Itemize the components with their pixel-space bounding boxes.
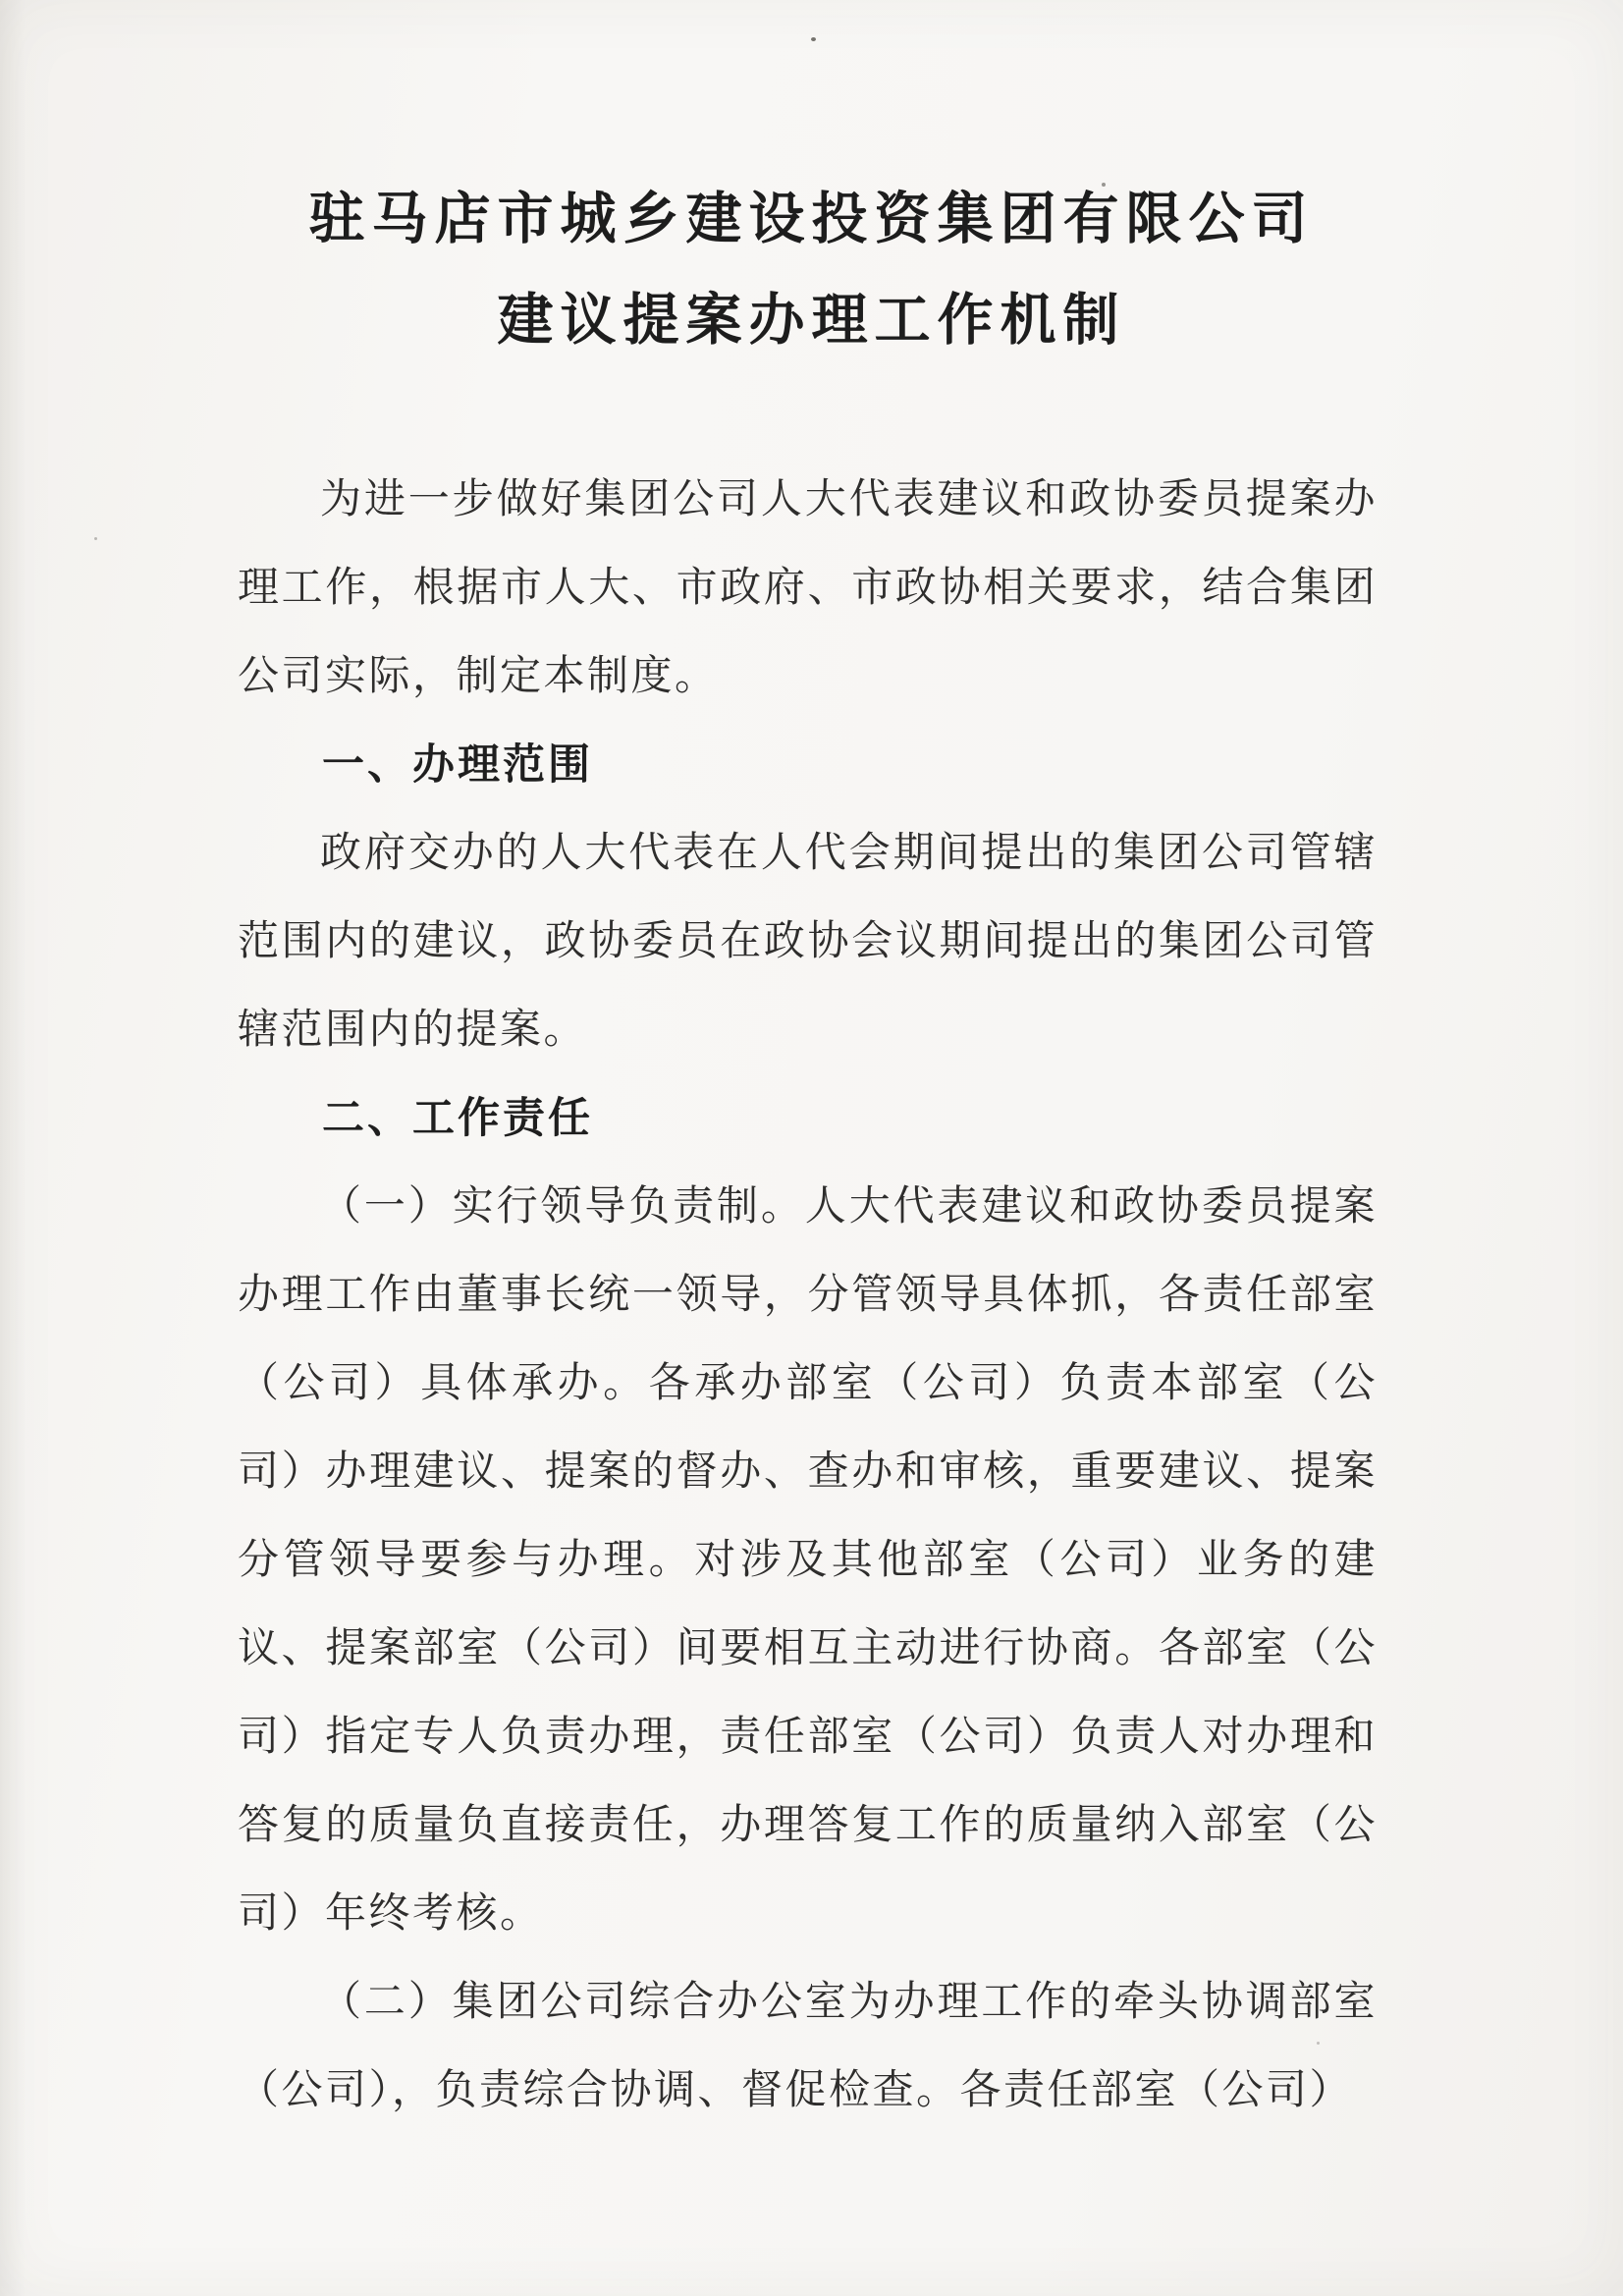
title-line-2: 建议提案办理工作机制: [497, 290, 1126, 352]
section-1-heading: 一、办理范围: [322, 741, 593, 789]
scan-speck: [574, 1298, 577, 1301]
section-2-paragraph-1: （一）实行领导负责制。人大代表建议和政协委员提案办理工作由董事长统一领导，分管领导具体抓，各责任部室（公司）具体承办。各承办部室（公司）负责本部室（公司）办理建议、提案的督办、查办和审核，重要建议、提案分管领导要参与办理。对涉及其他部室（公司）业务的建议、提案部室（公司）间要相互主动进行协商。各部室（公司）指定专人负责办理，责任部室（公司）负责人对办理和答复的质量负直接责任，办理答复工作的质量纳入部室（公司）年终考核。: [238, 1184, 1378, 1937]
document-body: [238, 456, 1378, 2135]
scan-speck: [1317, 2042, 1320, 2045]
section-1-paragraph: 政府交办的人大代表在人代会期间提出的集团公司管辖范围内的建议，政协委员在政协会议期间提出的集团公司管辖范围内的提案。: [238, 831, 1378, 1053]
intro-paragraph: 为进一步做好集团公司人大代表建议和政协委员提案办理工作，根据市人大、市政府、市政协相关要求，结合集团公司实际，制定本制度。: [238, 477, 1378, 699]
scan-speck: [1102, 183, 1106, 187]
scan-speck: [811, 37, 816, 41]
title-line-1: 驻马店市城乡建设投资集团有限公司: [308, 189, 1315, 250]
section-2-heading: 二、工作责任: [322, 1095, 593, 1142]
section-2-paragraph-2: （二）集团公司综合办公室为办理工作的牵头协调部室（公司），负责综合协调、督促检查。各责任部室（公司）: [238, 1980, 1378, 2113]
scan-speck: [94, 537, 97, 540]
document-title: [0, 0, 1623, 371]
